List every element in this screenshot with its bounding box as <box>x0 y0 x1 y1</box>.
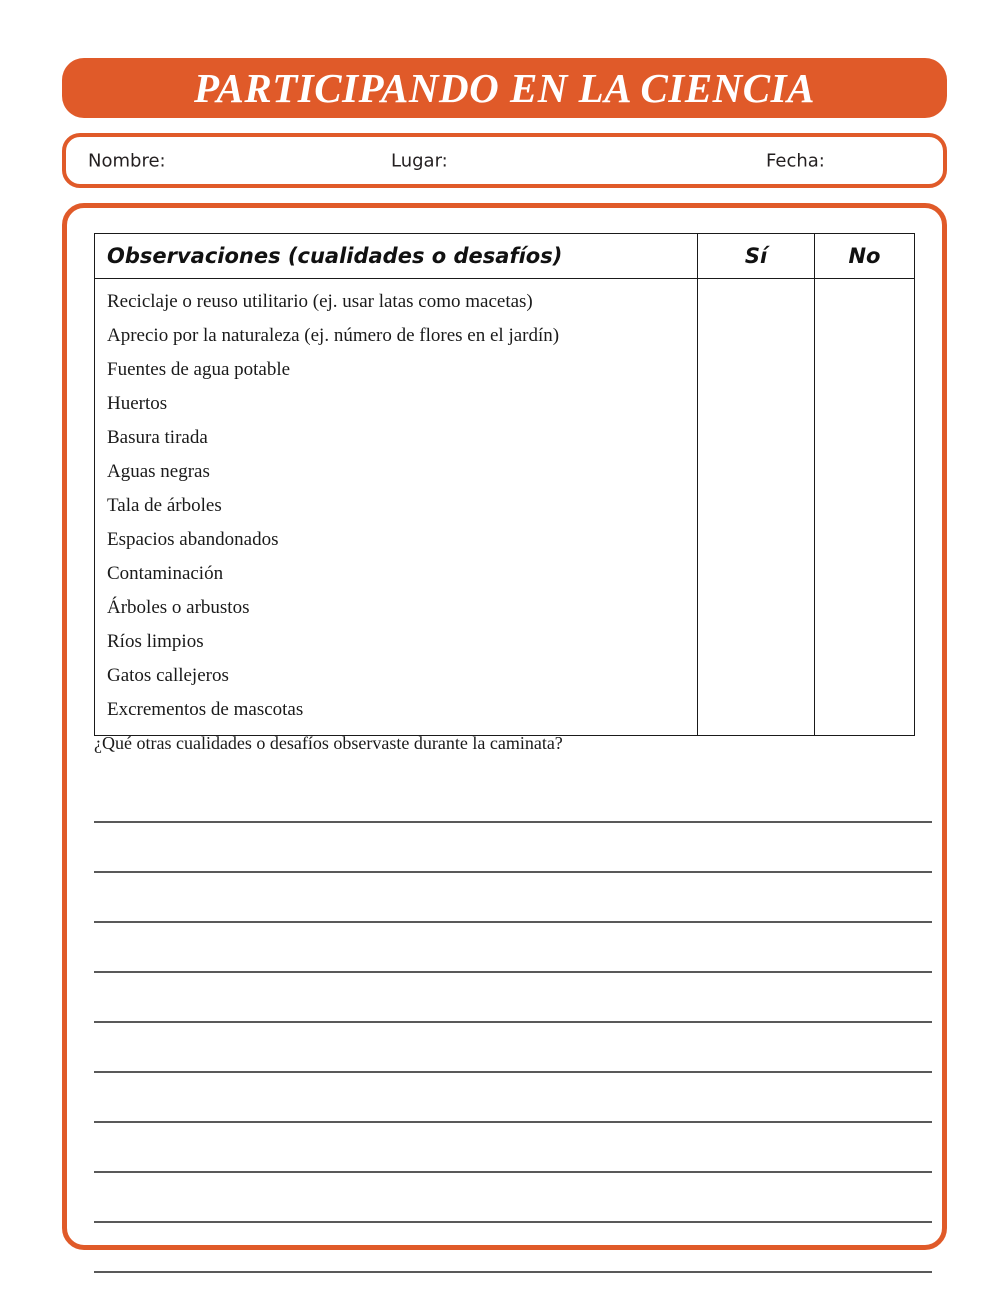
observation-item: Basura tirada <box>107 427 208 448</box>
write-line[interactable] <box>94 1023 932 1073</box>
column-header-no: No <box>815 234 915 279</box>
write-line[interactable] <box>94 923 932 973</box>
table-row <box>95 279 915 736</box>
write-line[interactable] <box>94 1123 932 1173</box>
observation-item: Aprecio por la naturaleza (ej. número de flores en el jardín) <box>107 325 560 346</box>
main-content-box <box>62 203 947 1250</box>
write-line[interactable] <box>94 823 932 873</box>
observation-item: Huertos <box>107 393 168 414</box>
observation-item: Gatos callejeros <box>107 665 229 686</box>
write-line[interactable] <box>94 773 932 823</box>
observation-item: Árboles o arbustos <box>107 597 250 618</box>
free-response-lines <box>94 773 932 1273</box>
title-banner <box>62 58 947 118</box>
write-line[interactable] <box>94 1073 932 1123</box>
nombre-label: Nombre: <box>88 150 166 171</box>
observation-item: Espacios abandonados <box>107 529 279 550</box>
yes-checkbox-column[interactable] <box>698 279 815 736</box>
write-line[interactable] <box>94 1173 932 1223</box>
observations-table <box>94 233 915 736</box>
write-line[interactable] <box>94 873 932 923</box>
observation-item: Reciclaje o reuso utilitario (ej. usar latas como macetas) <box>107 291 533 312</box>
fecha-label: Fecha: <box>766 150 825 171</box>
column-header-yes: Sí <box>698 234 815 279</box>
observation-item: Excrementos de mascotas <box>107 699 304 720</box>
free-response-question: ¿Qué otras cualidades o desafíos observaste durante la caminata? <box>94 733 563 753</box>
lugar-label: Lugar: <box>391 150 448 171</box>
observation-item: Tala de árboles <box>107 495 222 516</box>
observations-column <box>95 279 698 736</box>
observation-item: Ríos limpios <box>107 631 204 652</box>
observation-item: Fuentes de agua potable <box>107 359 291 380</box>
table-body <box>95 279 915 736</box>
write-line[interactable] <box>94 1223 932 1273</box>
write-line[interactable] <box>94 973 932 1023</box>
no-checkbox-column[interactable] <box>815 279 915 736</box>
observation-item: Contaminación <box>107 563 224 584</box>
table-header <box>95 234 915 279</box>
column-header-observations: Observaciones (cualidades o desafíos) <box>95 234 698 279</box>
observations-list <box>107 285 697 727</box>
observation-item: Aguas negras <box>107 461 210 482</box>
table-header-row <box>95 234 915 279</box>
identity-bar <box>62 133 947 188</box>
page-title: PARTICIPANDO EN LA CIENCIA <box>194 64 815 111</box>
